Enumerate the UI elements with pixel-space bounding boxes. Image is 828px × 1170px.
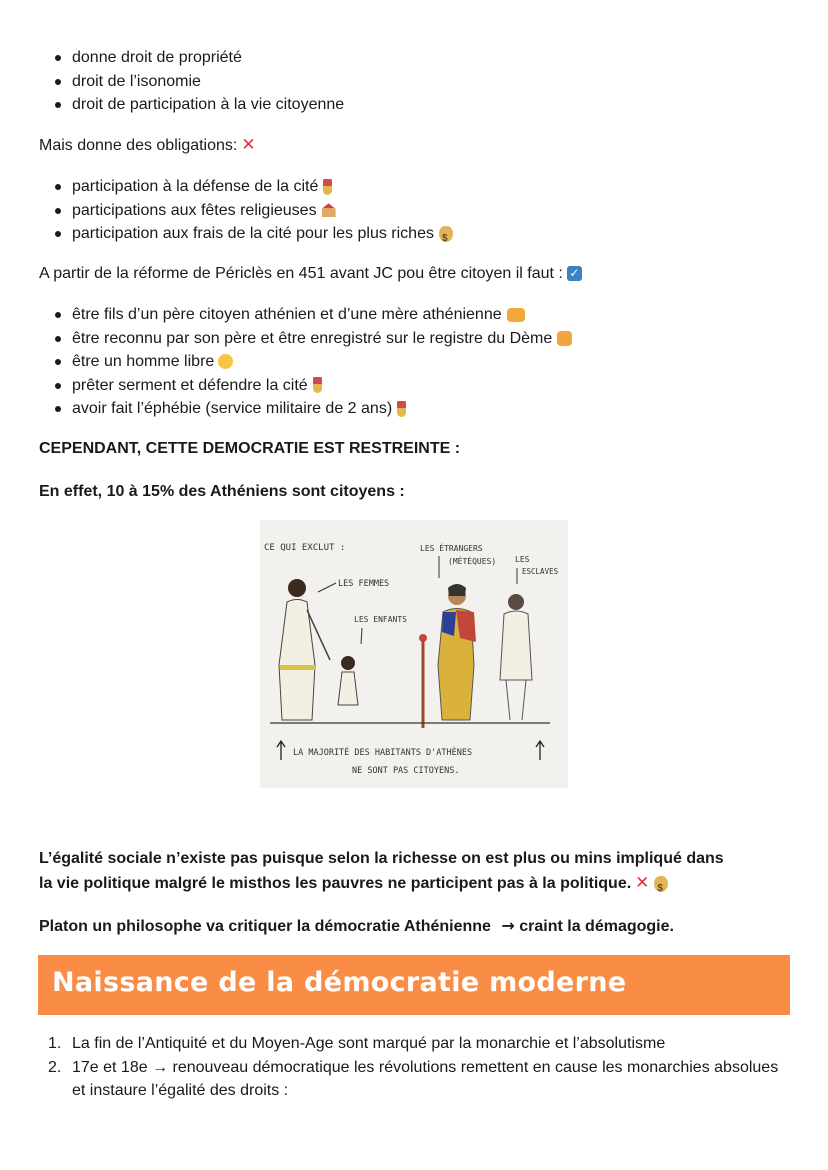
- money-bag-icon: [439, 226, 453, 242]
- list-item: 2. 17e et 18e → renouveau démocratique les révolutions remettent en cause les monarchies absolues et instaure l’égalité des droits :: [48, 1058, 779, 1099]
- cependant-heading: CEPENDANT, CETTE DEMOCRATIE EST RESTREINTE :: [39, 440, 461, 457]
- medal-icon: [397, 401, 406, 417]
- family-icon: [507, 308, 525, 322]
- list-item: donne droit de propriété: [52, 46, 344, 70]
- list-item: 1. La fin de l’Antiquité et du Moyen-Age sont marqué par la monarchie et l’absolutisme: [48, 1035, 666, 1052]
- foreigner-figure: [419, 584, 476, 728]
- illustration-excluded-groups: [260, 520, 568, 788]
- cross-mark-icon: ✕: [241, 135, 256, 154]
- egalite-paragraph-line2: la vie politique malgré le misthos les pauvres ne participent pas à la politique. ✕$: [39, 871, 668, 895]
- child-figure: [338, 656, 358, 705]
- list-item: droit de l’isonomie: [52, 70, 344, 94]
- label-les-enfants: LES ENFANTS: [354, 615, 407, 624]
- obligations-intro: Mais donne des obligations: ✕: [39, 135, 256, 154]
- cross-mark-icon: ✕: [635, 873, 650, 892]
- label-les-etrangers: LES ÉTRANGERS: [420, 544, 483, 553]
- label-les-femmes: LES FEMMES: [338, 579, 390, 589]
- temple-icon: [322, 203, 336, 217]
- money-bag-icon: [654, 876, 668, 892]
- list-item: être reconnu par son père et être enregistré sur le registre du Dème: [52, 327, 572, 351]
- section-title: Naissance de la démocratie moderne: [52, 967, 627, 998]
- label-ce-qui-exclut: CE QUI EXCLUT :: [264, 543, 346, 553]
- label-ne-sont-pas: NE SONT PAS CITOYENS.: [352, 766, 460, 776]
- label-esclaves: ESCLAVES: [522, 567, 559, 576]
- rights-list: [52, 46, 344, 117]
- baby-face-icon: [218, 354, 233, 369]
- obligations-list: [52, 175, 453, 246]
- section-banner: [38, 955, 790, 1015]
- woman-figure: [279, 579, 330, 720]
- list-item: avoir fait l’éphébie (service militaire de 2 ans): [52, 397, 572, 421]
- platon-paragraph: Platon un philosophe va critiquer la démocratie Athénienne → craint la démagogie.: [39, 916, 674, 935]
- label-majorite: LA MAJORITÉ DES HABITANTS D'ATHÈNES: [293, 748, 473, 758]
- label-les: LES: [515, 555, 530, 564]
- check-box-icon: ✓: [567, 266, 582, 281]
- illustration-drawing: [260, 520, 568, 788]
- arrow-right-icon: →: [501, 916, 515, 935]
- medal-icon: [323, 179, 332, 195]
- raising-hand-icon: [557, 331, 572, 346]
- list-item: droit de participation à la vie citoyenne: [52, 93, 344, 117]
- egalite-paragraph-line1: L’égalité sociale n’existe pas puisque selon la richesse on est plus ou mins impliqué dans: [39, 850, 724, 867]
- list-item: participation aux frais de la cité pour les plus riches$: [52, 222, 453, 246]
- list-item: participations aux fêtes religieuses: [52, 199, 453, 223]
- list-item: participation à la défense de la cité: [52, 175, 453, 199]
- pericles-intro: A partir de la réforme de Périclès en 451 avant JC pou être citoyen il faut : ✓: [39, 262, 582, 285]
- en-effet-heading: En effet, 10 à 15% des Athéniens sont citoyens :: [39, 483, 405, 500]
- slave-figure: [500, 594, 532, 720]
- label-meteques: (MÉTÈQUES): [448, 557, 497, 566]
- list-item: être fils d’un père citoyen athénien et d’une mère athénienne: [52, 303, 572, 327]
- numbered-list: [48, 1032, 788, 1103]
- citizen-conditions-list: [52, 303, 572, 421]
- list-item: prêter serment et défendre la cité: [52, 374, 572, 398]
- medal-icon: [313, 377, 322, 393]
- list-item: être un homme libre: [52, 350, 572, 374]
